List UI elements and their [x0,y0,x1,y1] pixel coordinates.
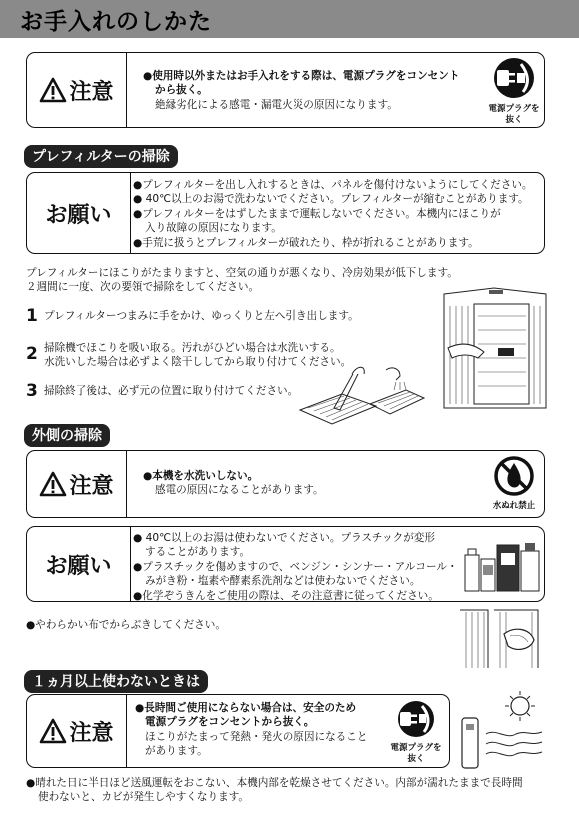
page-title-bar [0,0,579,38]
caution-nowash-lead: ●本機を水洗いしない。 [143,470,259,482]
caution-box-unplug [26,52,545,128]
caution-unplug-lead: ●使用時以外またはお手入れをする際は、電源プラグをコンセント [143,70,460,82]
caution-unplug-lead-2: から抜く。 [155,84,208,97]
caution-storage-lead-2: 電源プラグをコンセントから抜く。 [145,716,315,729]
caution-label-3: 注意 [69,720,114,746]
cleaning-products-illustration [463,535,541,595]
sun-drying-illustration [458,688,550,772]
request1-line-1: ●プレフィルターを出し入れするときは、パネルを傷付けないようにしてください。 [133,179,533,191]
request1-line-4: 入り故障の原因になります。 [145,222,282,235]
request2-line-4: みがき粉・塩素や酵素系洗剤などは使わないでください。 [145,575,421,588]
step-3-text: 掃除終了後は、必ず元の位置に取り付けてください。 [44,385,299,397]
request-label-2: お願い [45,553,112,579]
warning-triangle-icon [39,77,67,103]
step-2-text-a: 掃除機でほこりを吸い取る。汚れがひどい場合は水洗いする。 [44,342,341,354]
filter-cleaning-illustration [296,362,426,428]
caution-label-box-2 [27,451,127,517]
unplug-caption-4: 抜く [407,754,425,764]
no-water-icon [485,455,543,497]
request2-line-5: ●化学ぞうきんをご使用の際は、その注意書に従ってください。 [133,589,439,602]
request1-line-2: ● 40℃以上のお湯で洗わないでください。プレフィルターが縮むことがあります。 [133,193,529,206]
warning-triangle-icon [39,471,67,497]
wiping-illustration [458,606,550,668]
page-title: お手入れのしかた [20,9,212,35]
request-box-prefilter [26,172,545,254]
unplug-icon [487,56,541,100]
request-label-box [27,173,131,253]
request2-line-2: することがあります。 [145,546,251,559]
section-head-prefilter: プレフィルターの掃除 [24,145,178,168]
intro-line-1: プレフィルターにほこりがたまりますと、空気の通りが悪くなり、冷房効果が低下します。 [26,267,458,279]
request1-line-3: ●プレフィルターをはずしたままで運転しないでください。本機内にほこりが [133,207,501,220]
step-1-text: プレフィルターつまみに手をかけ、ゆっくりと左へ引き出します。 [44,310,359,322]
caution-box-no-wash [26,450,545,518]
wipe-note: ●やわらかい布でからぶきしてください。 [26,619,226,631]
intro-line-2: ２週間に一度、次の要領で掃除をしてください。 [26,281,260,294]
section-head-long-storage: １ヵ月以上使わないときは [24,670,208,693]
step-1-number: 1 [26,306,38,326]
unplug-icon-group [487,56,541,126]
step-2-number: 2 [26,344,38,364]
caution-storage-detail-1: ほこりがたまって発熱・発火の原因になること [145,730,368,743]
caution-nowash-detail: 感電の原因になることがあります。 [155,484,324,497]
unplug-caption-1: 電源プラグを [488,104,540,114]
unplug-caption-3: 電源プラグを [390,743,442,753]
caution-unplug-detail: 絶縁劣化による感電・漏電火災の原因になります。 [155,98,398,111]
footer-line-1: ●晴れた日に半日ほど送風運転をおこない、本機内部を乾燥させてください。内部が濡れたままで長時間 [26,777,523,789]
section-head-exterior: 外側の掃除 [24,424,110,447]
caution-label-box [27,53,127,127]
unplug-caption-2: 抜く [505,115,523,125]
caution-label-2: 注意 [69,473,114,499]
footer-line-2: 使わないと、カビが発生しやすくなります。 [38,791,250,804]
caution-label-box-3 [27,695,127,767]
request-label-box-2 [27,527,131,601]
caution-storage-detail-2: があります。 [145,745,208,758]
step-3-number: 3 [26,381,38,401]
unplug-icon-group-2 [389,699,443,765]
no-water-caption: 水ぬれ禁止 [492,501,536,511]
unplug-icon [389,699,443,739]
request-label: お願い [45,202,112,228]
request2-line-3: ●プラスチックを傷めますので、ベンジン・シンナー・アルコール・ [133,560,458,573]
caution-storage-lead: ●長時間ご使用にならない場合は、安全のため [135,702,357,714]
no-water-icon-group [485,455,543,512]
request2-line-1: ● 40℃以上のお湯は使わないでください。プラスチックが変形 [133,532,435,544]
request-box-exterior [26,526,545,602]
request1-line-5: ●手荒に扱うとプレフィルターが破れたり、枠が折れることがあります。 [133,236,479,249]
aircon-prefilter-illustration [434,286,549,411]
caution-label: 注意 [69,79,114,105]
warning-triangle-icon [39,718,67,744]
step-2-text-b: 水洗いした場合は必ずよく陰干ししてから取り付けてください。 [44,356,352,369]
caution-box-storage [26,694,450,768]
